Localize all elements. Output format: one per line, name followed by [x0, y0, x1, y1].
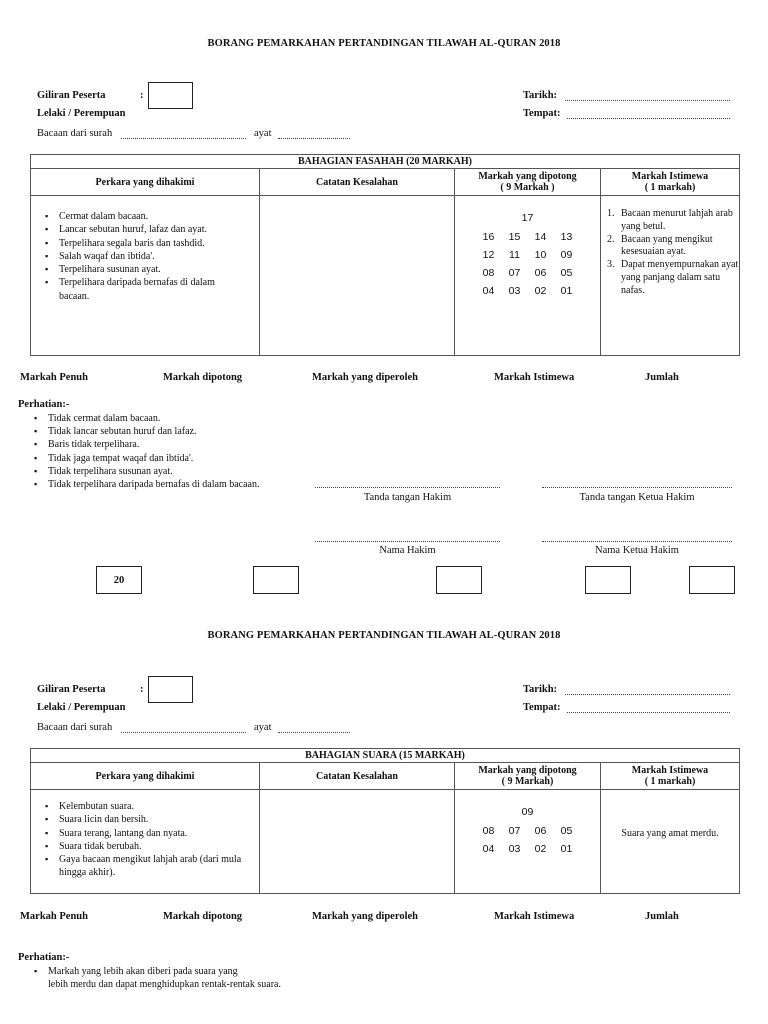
deduction-value[interactable]: 08 [482, 267, 495, 279]
form2-tarikh-label: Tarikh: [523, 684, 558, 695]
form1-nama-ketua-label: Nama Ketua Hakim [595, 545, 679, 556]
form2-giliran-colon: : [140, 684, 144, 695]
form1-fasahah-table [30, 154, 740, 356]
form2-col-perkara: Perkara yang dihakimi [31, 763, 260, 790]
form2-col-markah-dipotong-label: Markah yang dipotong [478, 765, 577, 776]
summary-label: Markah yang diperoleh [312, 372, 418, 383]
form1-col-markah-dipotong-label: Markah yang dipotong [478, 171, 577, 182]
list-item: ▪ Tidak jaga tempat waqaf dan ibtida'. [30, 452, 259, 465]
form2-perhatian-list [30, 965, 281, 991]
list-item: ▪ Salah waqaf dan ibtida'. [41, 250, 236, 263]
summary-label: Jumlah [645, 911, 679, 922]
list-item: ▪ Terpelihara daripada bernafas di dalam bacaan. [41, 276, 236, 303]
list-number: 1. [607, 208, 615, 219]
form1-col-markah-dipotong [455, 169, 601, 196]
summary-label: Markah dipotong [163, 911, 243, 922]
list-item: ▪ Suara tidak berubah. [41, 840, 246, 853]
form1-jumlah-box[interactable] [689, 566, 735, 594]
form2-col-markah-istimewa [601, 763, 740, 790]
deduction-value[interactable]: 16 [482, 231, 495, 243]
special-text: Suara yang amat merdu. [621, 828, 719, 839]
special-text: Bacaan yang mengikut kesesuaian ayat. [621, 233, 713, 258]
form1-col-markah-istimewa-label: Markah Istimewa [631, 171, 709, 182]
form2-criteria-cell [31, 790, 260, 894]
list-item: ▪ Baris tidak terpelihara. [30, 438, 259, 451]
form2-surah-field[interactable] [121, 732, 246, 733]
list-item: ▪ Gaya bacaan mengikut lahjah arab (dari mula hingga akhir). [41, 853, 246, 880]
form1-ayat-field[interactable] [278, 138, 350, 139]
list-item [603, 234, 739, 260]
form2-tempat-field[interactable] [567, 712, 730, 713]
form1-col-markah-istimewa [601, 169, 740, 196]
deduction-value[interactable]: 06 [534, 825, 547, 837]
form2-suara-table [30, 748, 740, 894]
perhatian-line: Markah yang lebih akan diberi pada suara yang [48, 966, 238, 977]
deduction-value[interactable]: 05 [560, 825, 573, 837]
form2-col-markah-dipotong [455, 763, 601, 790]
form1-tarikh-label: Tarikh: [523, 90, 558, 101]
form1-col-catatan: Catatan Kesalahan [260, 169, 455, 196]
form1-tarikh-field[interactable] [565, 100, 730, 101]
form2-deduction-grid [455, 825, 600, 855]
form2-section-header: BAHAGIAN SUARA (15 MARKAH) [31, 749, 740, 763]
list-item [30, 965, 281, 991]
deduction-value[interactable]: 08 [482, 825, 495, 837]
form1-giliran-colon: : [140, 90, 144, 101]
form1-sign-hakim-line[interactable] [315, 487, 500, 488]
form1-giliran-label: Giliran Peserta [37, 90, 106, 101]
list-item: ▪ Kelembutan suara. [41, 800, 246, 813]
deduction-value[interactable]: 12 [482, 249, 495, 261]
form2-col-markah-dipotong-sub: ( 9 Markah) [501, 776, 554, 787]
form2-special-cell [601, 790, 740, 894]
form1-perhatian-list [30, 412, 259, 491]
form2-jantina-label: Lelaki / Perempuan [37, 702, 126, 713]
form1-tempat-label: Tempat: [523, 108, 561, 119]
deduction-value[interactable]: 14 [534, 231, 547, 243]
form2-perhatian-label: Perhatian:- [18, 952, 70, 963]
deduction-value[interactable]: 17 [521, 212, 534, 224]
form2-catatan-cell[interactable] [260, 790, 455, 894]
form1-nama-hakim-line[interactable] [315, 541, 500, 542]
deduction-value[interactable]: 07 [508, 825, 521, 837]
form1-markah-diperoleh-box[interactable] [436, 566, 482, 594]
form1-nama-hakim-label: Nama Hakim [379, 545, 436, 556]
list-item: ▪ Tidak terpelihara daripada bernafas di dalam bacaan. [30, 478, 259, 491]
form1-markah-istimewa-box[interactable] [585, 566, 631, 594]
deduction-value[interactable]: 01 [560, 285, 573, 297]
deduction-value[interactable]: 02 [534, 843, 547, 855]
deduction-value[interactable]: 07 [508, 267, 521, 279]
list-item: ▪ Tidak cermat dalam bacaan. [30, 412, 259, 425]
list-item: ▪ Tidak terpelihara susunan ayat. [30, 465, 259, 478]
deduction-value[interactable]: 09 [560, 249, 573, 261]
deduction-value[interactable]: 06 [534, 267, 547, 279]
form2-ayat-field[interactable] [278, 732, 350, 733]
form1-catatan-cell[interactable] [260, 196, 455, 356]
form1-sign-ketua-label: Tanda tangan Ketua Hakim [579, 492, 695, 503]
form2-bacaan-label: Bacaan dari surah [37, 722, 113, 733]
summary-label: Markah yang diperoleh [312, 911, 418, 922]
deduction-value[interactable]: 11 [509, 249, 520, 261]
deduction-value[interactable]: 05 [560, 267, 573, 279]
summary-label: Jumlah [645, 372, 679, 383]
list-item: ▪ Cermat dalam bacaan. [41, 210, 236, 223]
form1-markah-penuh-box: 20 [96, 566, 142, 594]
list-item: ▪ Tidak lancar sebutan huruf dan lafaz. [30, 425, 259, 438]
list-item [603, 259, 739, 297]
deduction-value[interactable]: 04 [482, 843, 495, 855]
form1-giliran-box[interactable] [148, 82, 193, 109]
form1-col-markah-istimewa-sub: ( 1 markah) [644, 182, 696, 193]
deduction-value[interactable]: 04 [482, 285, 495, 297]
form1-sign-ketua-line[interactable] [542, 487, 732, 488]
form1-ayat-label: ayat [254, 128, 272, 139]
deduction-value[interactable]: 13 [560, 231, 573, 243]
form2-col-catatan: Catatan Kesalahan [260, 763, 455, 790]
summary-label: Markah dipotong [163, 372, 243, 383]
form1-sign-hakim-label: Tanda tangan Hakim [363, 492, 452, 503]
deduction-value[interactable]: 03 [508, 843, 521, 855]
form1-surah-field[interactable] [121, 138, 246, 139]
form2-col-markah-istimewa-label: Markah Istimewa [631, 765, 709, 776]
deduction-value[interactable]: 09 [521, 806, 534, 818]
form1-jantina-label: Lelaki / Perempuan [37, 108, 126, 119]
form1-deduction-cell [455, 196, 601, 356]
form1-deduction-grid [455, 231, 600, 297]
form1-title: BORANG PEMARKAHAN PERTANDINGAN TILAWAH AL-QURAN 2018 [207, 38, 561, 49]
special-text: Dapat menyempurnakan ayat yang panjang dalam satu nafas. [621, 259, 739, 296]
deduction-value[interactable]: 10 [534, 249, 547, 261]
deduction-value[interactable]: 03 [508, 285, 521, 297]
form2-ayat-label: ayat [254, 722, 272, 733]
summary-label: Markah Istimewa [494, 911, 575, 922]
deduction-value[interactable]: 01 [560, 843, 573, 855]
form1-col-perkara: Perkara yang dihakimi [31, 169, 260, 196]
list-number: 3. [607, 259, 615, 271]
form1-nama-ketua-line[interactable] [542, 541, 732, 542]
form1-special-cell [601, 196, 740, 356]
list-number: 2. [607, 233, 615, 245]
deduction-value[interactable]: 02 [534, 285, 547, 297]
summary-label: Markah Penuh [20, 911, 88, 922]
list-item: ▪ Suara licin dan bersih. [41, 813, 246, 826]
form2-deduction-cell [455, 790, 601, 894]
list-item: ▪ Terpelihara segala baris dan tashdid. [41, 237, 236, 250]
perhatian-line: lebih merdu dan dapat menghidupkan rentak-rentak suara. [48, 979, 281, 991]
form2-col-markah-istimewa-sub: ( 1 markah) [644, 776, 696, 787]
form1-col-markah-dipotong-sub: ( 9 Markah ) [500, 182, 555, 193]
list-item: ▪ Suara terang, lantang dan nyata. [41, 827, 246, 840]
form2-giliran-box[interactable] [148, 676, 193, 703]
form2-tempat-label: Tempat: [523, 702, 561, 713]
form1-perhatian-label: Perhatian:- [18, 399, 70, 410]
form1-section-header: BAHAGIAN FASAHAH (20 MARKAH) [31, 155, 740, 169]
deduction-value[interactable]: 15 [508, 231, 521, 243]
form2-title: BORANG PEMARKAHAN PERTANDINGAN TILAWAH AL-QURAN 2018 [207, 630, 561, 641]
form2-tarikh-field[interactable] [565, 694, 730, 695]
form1-criteria-cell [31, 196, 260, 356]
special-text: Bacaan menurut lahjah arab yang betul. [621, 208, 733, 232]
list-item: ▪ Lancar sebutan huruf, lafaz dan ayat. [41, 223, 236, 236]
summary-label: Markah Penuh [20, 372, 88, 383]
list-item [603, 208, 739, 234]
list-item: ▪ Terpelihara susunan ayat. [41, 263, 236, 276]
form1-bacaan-label: Bacaan dari surah [37, 128, 113, 139]
summary-label: Markah Istimewa [494, 372, 575, 383]
form1-markah-dipotong-box[interactable] [253, 566, 299, 594]
form1-tempat-field[interactable] [567, 118, 730, 119]
form2-giliran-label: Giliran Peserta [37, 684, 106, 695]
